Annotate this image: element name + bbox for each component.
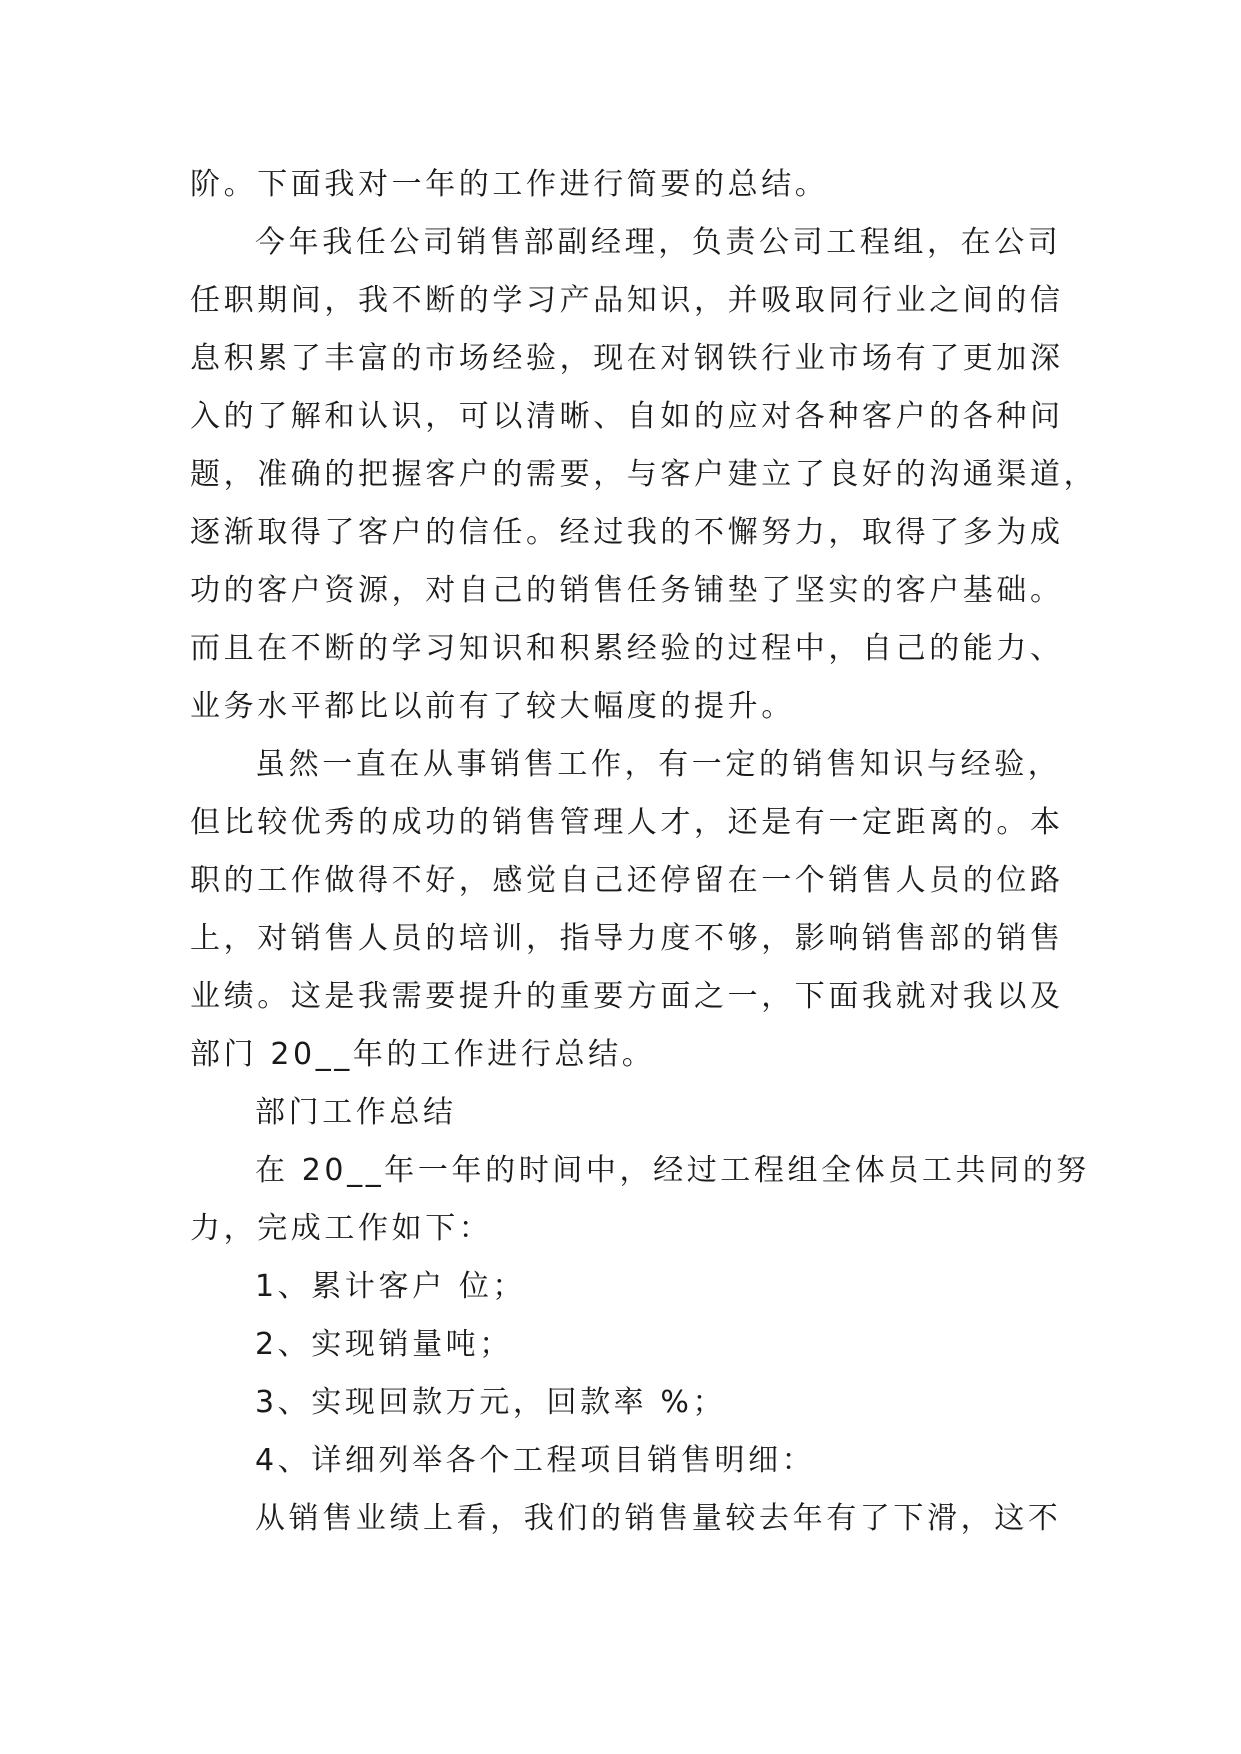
text-line: 而且在不断的学习知识和积累经验的过程中，自己的能力、: [190, 631, 1064, 666]
paragraph-start-line: 在 20__年一年的时间中，经过工程组全体员工共同的努: [255, 1153, 1090, 1188]
text-line: 功的客户资源，对自己的销售任务铺垫了坚实的客户基础。: [190, 573, 1064, 608]
text-line: 息积累了丰富的市场经验，现在对钢铁行业市场有了更加深: [190, 341, 1064, 376]
text-line: 阶。下面我对一年的工作进行简要的总结。: [190, 167, 829, 202]
text-line: 逐渐取得了客户的信任。经过我的不懈努力，取得了多为成: [190, 515, 1064, 550]
text-line: 业绩。这是我需要提升的重要方面之一，下面我就对我以及: [190, 979, 1064, 1014]
list-item: 1、累计客户 位；: [255, 1269, 527, 1304]
text-line: 入的了解和认识，可以清晰、自如的应对各种客户的各种问: [190, 399, 1064, 434]
paragraph-start-line: 虽然一直在从事销售工作，有一定的销售知识与经验，: [255, 747, 1062, 782]
text-line: 力，完成工作如下：: [190, 1211, 493, 1246]
text-line: 部门 20__年的工作进行总结。: [190, 1037, 656, 1072]
text-line: 职的工作做得不好，感觉自己还停留在一个销售人员的位路: [190, 863, 1064, 898]
text-line: 任职期间，我不断的学习产品知识，并吸取同行业之间的信: [190, 283, 1064, 318]
text-line: 上，对销售人员的培训，指导力度不够，影响销售部的销售: [190, 921, 1064, 956]
section-heading: 部门工作总结: [255, 1095, 457, 1130]
list-item: 2、实现销量吨；: [255, 1327, 513, 1362]
paragraph-start-line: 今年我任公司销售部副经理，负责公司工程组，在公司: [255, 225, 1062, 260]
paragraph-start-line: 从销售业绩上看，我们的销售量较去年有了下滑，这不: [255, 1501, 1062, 1536]
text-line: 但比较优秀的成功的销售管理人才，还是有一定距离的。本: [190, 805, 1064, 840]
list-item: 3、实现回款万元，回款率 %；: [255, 1385, 727, 1420]
text-line: 业务水平都比以前有了较大幅度的提升。: [190, 689, 795, 724]
text-line: 题，准确的把握客户的需要，与客户建立了良好的沟通渠道，: [190, 457, 1098, 492]
list-item: 4、详细列举各个工程项目销售明细：: [255, 1443, 816, 1478]
